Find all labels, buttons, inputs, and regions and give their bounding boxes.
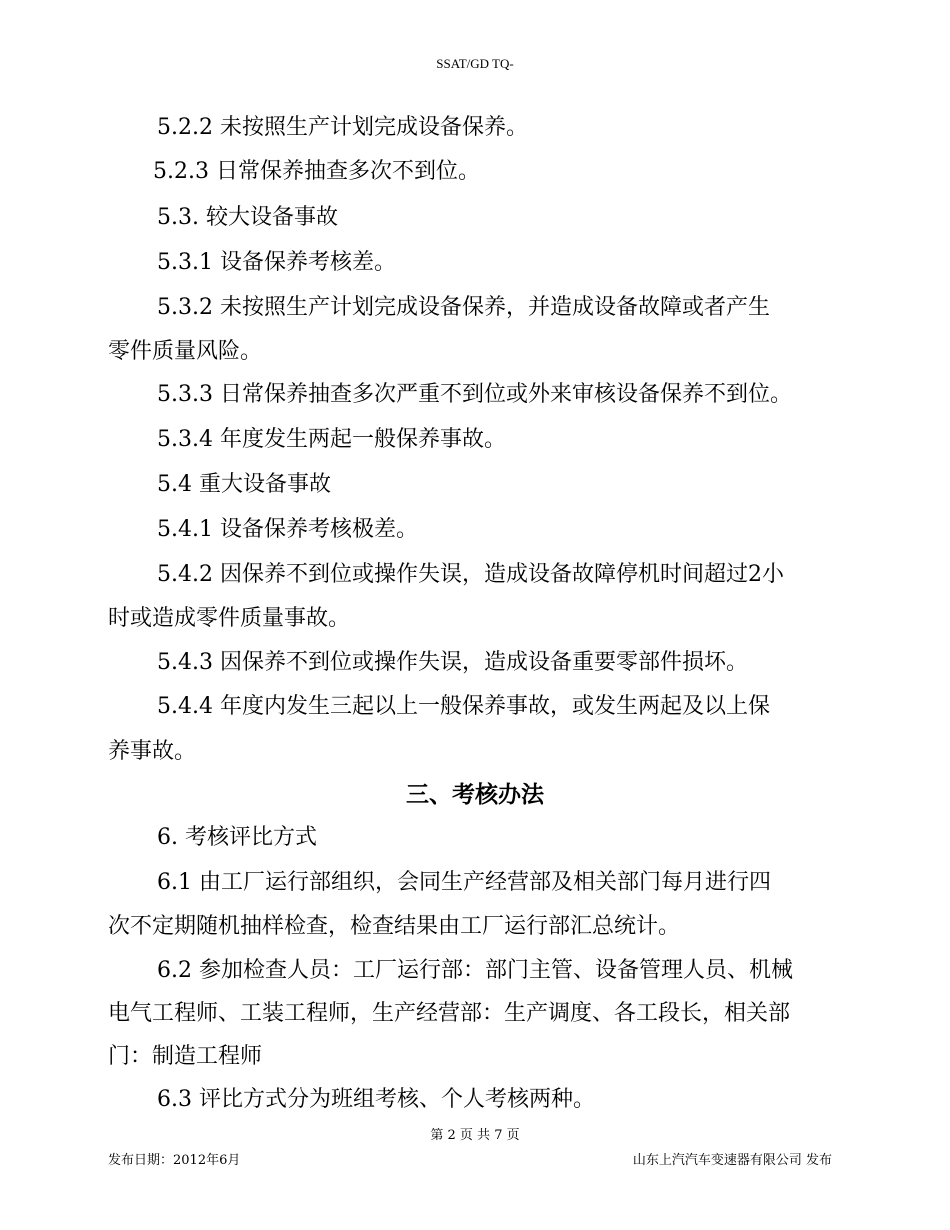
clause-6-2-cont-1: 电气工程师、工装工程师，生产经营部：生产调度、各工段长，相关部	[108, 1001, 791, 1026]
clause-5-3-4: 5.3.4 年度发生两起一般保养事故。	[157, 427, 506, 452]
clause-5-4-2: 5.4.2 因保养不到位或操作失误，造成设备故障停机时间超过2小	[157, 562, 784, 587]
publisher: 山东上汽汽车变速器有限公司 发布	[632, 1153, 832, 1168]
clause-5-4-2-cont: 时或造成零件质量事故。	[108, 606, 351, 631]
clause-6-2-cont-2: 门：制造工程师	[108, 1044, 263, 1069]
clause-5-3-2: 5.3.2 未按照生产计划完成设备保养，并造成设备故障或者产生	[157, 295, 770, 320]
clause-6-2: 6.2 参加检查人员：工厂运行部：部门主管、设备管理人员、机械	[157, 958, 793, 983]
clause-5-3-2-cont: 零件质量风险。	[108, 339, 263, 364]
clause-5-4-4-cont: 养事故。	[108, 739, 197, 764]
clause-5-4-4: 5.4.4 年度内发生三起以上一般保养事故，或发生两起及以上保	[157, 694, 770, 719]
clause-5-4: 5.4 重大设备事故	[157, 472, 331, 497]
document-code: SSAT/GD TQ-	[436, 56, 514, 71]
clause-6: 6. 考核评比方式	[157, 825, 317, 850]
page-number: 第 2 页 共 7 页	[430, 1128, 520, 1143]
clause-6-3: 6.3 评比方式分为班组考核、个人考核两种。	[157, 1087, 595, 1112]
publish-date: 发布日期：2012年6月	[108, 1153, 241, 1168]
clause-5-3: 5.3. 较大设备事故	[157, 205, 338, 230]
clause-5-4-1: 5.4.1 设备保养考核极差。	[157, 517, 418, 542]
clause-5-2-2: 5.2.2 未按照生产计划完成设备保养。	[157, 115, 528, 140]
clause-6-1-cont: 次不定期随机抽样检查，检查结果由工厂运行部汇总统计。	[108, 914, 681, 939]
clause-5-3-1: 5.3.1 设备保养考核差。	[157, 250, 396, 275]
section-title: 三、考核办法	[406, 781, 544, 808]
clause-5-4-3: 5.4.3 因保养不到位或操作失误，造成设备重要零部件损坏。	[157, 650, 748, 675]
clause-5-2-3: 5.2.3 日常保养抽查多次不到位。	[153, 159, 480, 184]
clause-6-1: 6.1 由工厂运行部组织，会同生产经营部及相关部门每月进行四	[157, 870, 771, 895]
clause-5-3-3: 5.3.3 日常保养抽查多次严重不到位或外来审核设备保养不到位。	[157, 382, 792, 407]
